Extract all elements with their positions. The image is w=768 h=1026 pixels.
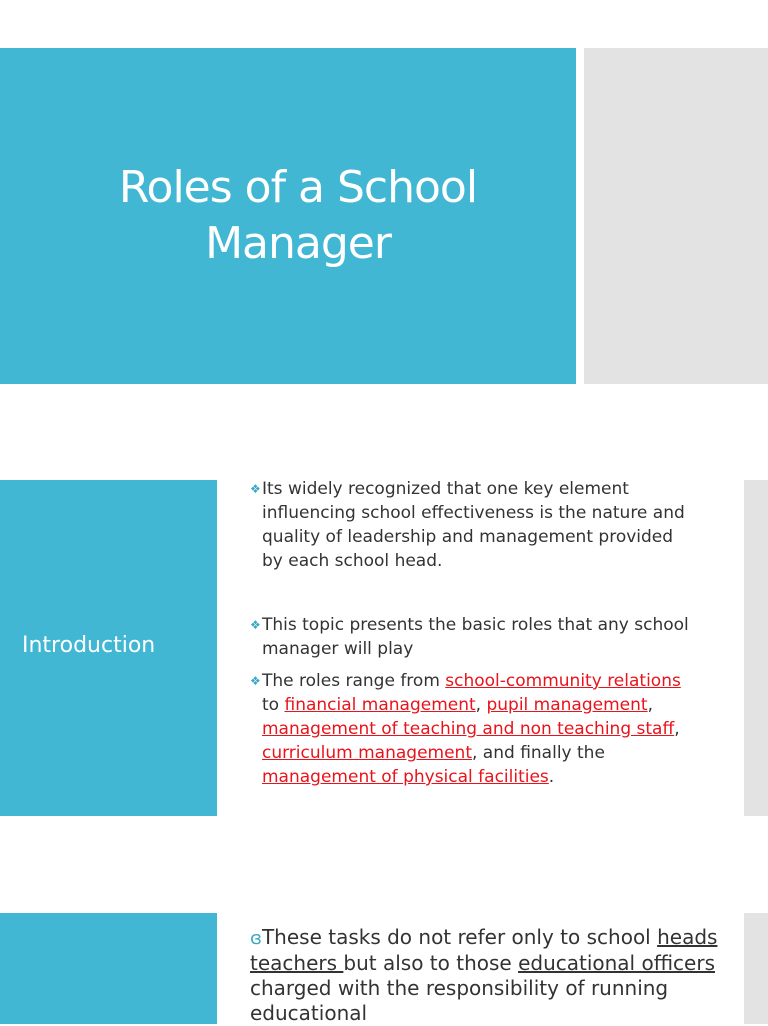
bullet-text: , (674, 719, 680, 739)
link-pupil-management[interactable]: pupil management (486, 695, 648, 715)
slide-title-line2: Manager (205, 218, 391, 269)
link-staff-management[interactable]: management of teaching and non teaching staff (262, 719, 675, 739)
link-school-community-relations[interactable]: school-community relations (445, 671, 681, 691)
intro-side-strip (744, 480, 768, 816)
bullet-text: , (647, 695, 653, 715)
third-slide-side-strip (744, 913, 768, 1024)
bullet-text: This topic presents the basic roles that any school manager will play (262, 615, 689, 659)
bullet-item (250, 477, 690, 573)
introduction-bullets (250, 477, 690, 789)
slide3-underlined-text: heads teachers (250, 925, 718, 975)
bullet-text: , (475, 695, 487, 715)
bullet-text: Its widely recognized that one key element influencing school effectiveness is the nature and quality of leadership and management provided by each school head. (262, 479, 685, 571)
introduction-heading: Introduction (22, 633, 156, 658)
link-curriculum-management[interactable]: curriculum management (262, 743, 472, 763)
bullet-text: to (262, 695, 285, 715)
slide3-text-part: These tasks do not refer only to school (261, 925, 658, 949)
slide3-text-part: charged with the responsibility of running educational (250, 976, 669, 1025)
slide3-text-part: but also to those (343, 951, 519, 975)
bullet-item (250, 669, 690, 789)
slide3-underlined-text: educational officers (518, 951, 715, 975)
diamond-bullet-icon: ❖ (250, 618, 261, 632)
third-slide-text (250, 925, 730, 1026)
bullet-text: . (548, 767, 555, 787)
bullet-text: The roles range from (262, 671, 446, 691)
slide-title (0, 160, 596, 272)
curl-bullet-icon: ɞ (250, 928, 262, 949)
link-financial-management[interactable]: financial management (284, 695, 476, 715)
link-physical-facilities[interactable]: management of physical facilities (262, 767, 549, 787)
slide-title-line1: Roles of a School (118, 162, 478, 213)
diamond-bullet-icon: ❖ (250, 674, 261, 688)
title-slide-side-panel (584, 48, 768, 384)
diamond-bullet-icon: ❖ (250, 482, 261, 496)
bullet-text: , and finally the (472, 743, 605, 763)
third-slide-panel (0, 913, 217, 1024)
bullet-item (250, 613, 690, 661)
